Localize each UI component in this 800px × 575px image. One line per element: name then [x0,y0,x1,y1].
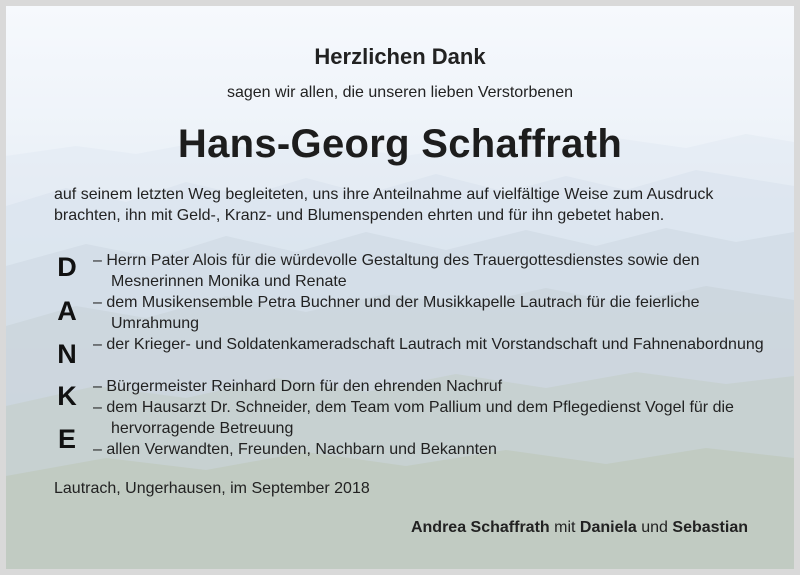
signature-name-andrea: Andrea Schaffrath [410,519,550,536]
thanks-item: – Bürgermeister Reinhard Dorn für den ehrenden Nachruf [93,378,503,395]
thanks-item: – allen Verwandten, Freunden, Nachbarn und Bekannten [93,441,497,458]
signature-joiner: und [636,519,673,536]
thanks-item: – dem Musikensemble Petra Buchner und der Musikkapelle Lautrach für die feierliche Umrahmung [93,294,700,332]
danke-letter-n: N [57,339,77,369]
signature [411,519,748,537]
place-date: Lautrach, Ungerhausen, im September 2018 [54,480,370,497]
thanks-item: – Herrn Pater Alois für die würdevolle Gestaltung des Trauergottesdienstes sowie den Mesnerinnen Monika und Renate [93,252,700,290]
notice-subtitle: sagen wir allen, die unseren lieben Verstorbenen [226,84,573,101]
thanks-item: – der Krieger- und Soldatenkameradschaft Lautrach mit Vorstandschaft und Fahnenabordnung [93,336,764,353]
signature-name-sebastian: Sebastian [672,519,748,536]
signature-joiner: mit [549,519,580,536]
deceased-name: Hans-Georg Schaffrath [177,122,623,166]
signature-name-daniela: Daniela [579,519,637,536]
danke-letter-a: A [57,296,77,326]
danke-letter-e: E [57,424,76,454]
thanks-item: – dem Hausarzt Dr. Schneider, dem Team vom Pallium und dem Pflegedienst Vogel für die hervorragende Betreuung [93,399,734,437]
notice-content [6,6,794,569]
danke-letter-d: D [57,252,77,282]
obituary-card [6,6,794,569]
notice-title: Herzlichen Dank [314,44,486,69]
intro-text: auf seinem letzten Weg begleiteten, uns ihre Anteilnahme auf vielfältige Weise zum Ausdruck brachten, ihn mit Geld-, Kranz- und Blumenspenden ehrten und für ihn gebetet haben. [54,186,714,224]
danke-letter-k: K [57,381,77,411]
